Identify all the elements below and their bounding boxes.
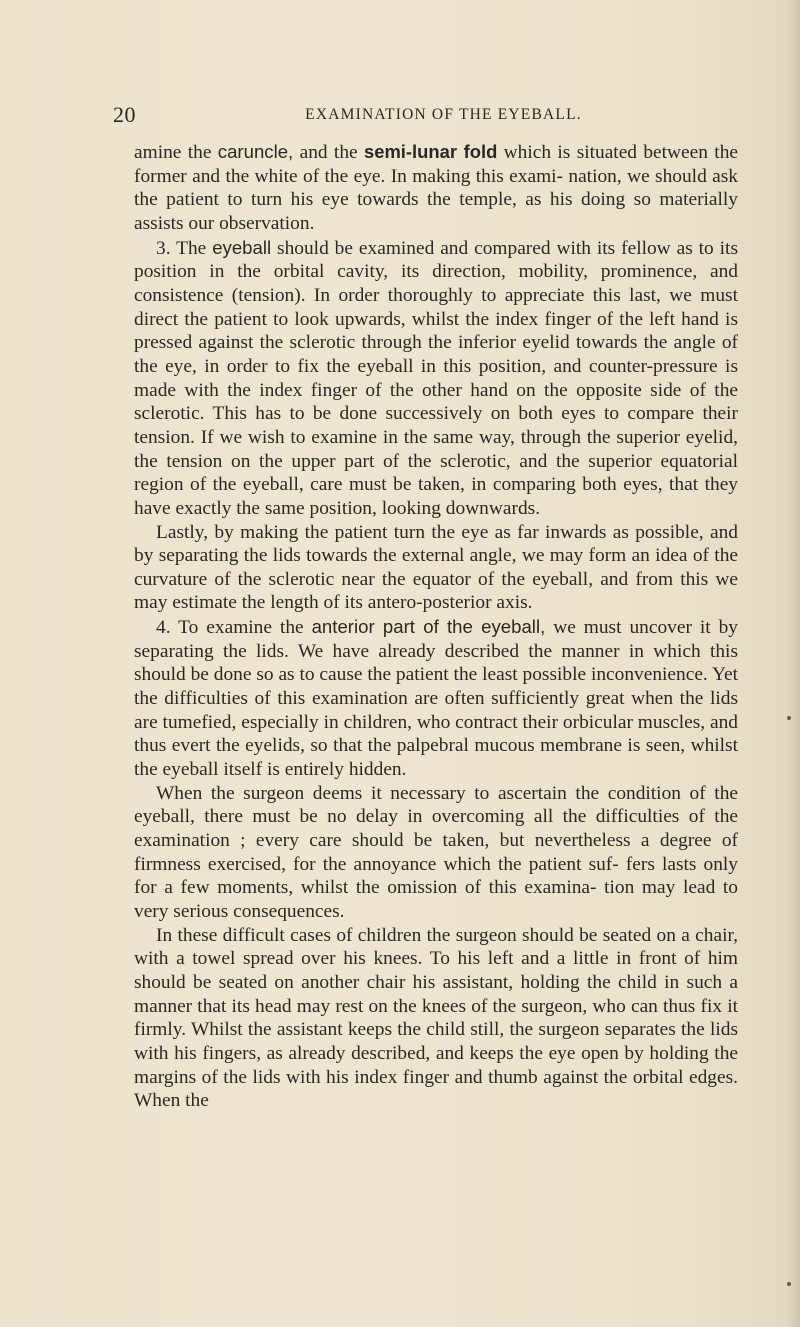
paragraph-p6 <box>134 924 738 1113</box>
paragraph-text: When the surgeon deems it necessary to ascertain the condition of the eyeball, there must be no delay in overcoming all the difficulties of the examination ; every care should be taken, but nevertheless a degree of firmness exercised, for the annoyance which the patient suf- fers lasts only for a few moments, whilst the omission of this examina- tion may lead to very serious consequences. <box>134 782 738 922</box>
paragraph-p4 <box>134 615 738 782</box>
paragraph-text: 3. The <box>156 237 213 259</box>
paragraph-text: we must uncover it by separating the lids. We have already described the manner in which this should be done so as to cause the patient the least possible inconvenience. Yet the difficulties of this examination are often sufficiently great when the lids are tumefied, especially in children, who contract their orbicular muscles, and thus evert the eyelids, so that the palpebral mucous membrane is seen, whilst the eyeball itself is entirely hidden. <box>134 617 738 781</box>
paragraph-p3 <box>134 521 738 616</box>
paragraph-text: In these difficult cases of children the surgeon should be seated on a chair, with a towel spread over his knees. To his left and a little in front of him should be seated on another chair his assistant, holding the child in such a manner that its head may rest on the knees of the surgeon, who can thus fix it firmly. Whilst the assistant keeps the child still, the surgeon separates the lids with his fingers, as already described, and keeps the eye open by holding the margins of the lids with his index finger and thumb against the orbital edges. When the <box>134 924 738 1112</box>
paragraph-p1 <box>134 140 738 236</box>
ink-speck <box>787 1282 791 1286</box>
paragraph-text: and the <box>293 142 364 163</box>
page-edge-shadow <box>786 0 800 1327</box>
paragraph-p2 <box>134 236 738 521</box>
paragraph-text: should be examined and compared with its fellow as to its position in the orbital cavity, its direction, mobility, prominence, and consistence (tension). In order thoroughly to appreciate this last, we must direct the patient to look upwards, whilst the index finger of the left hand is pressed against the sclerotic through the inferior eyelid towards the angle of the eye, in order to fix the eyeball in this position, and counter-pressure is made with the index finger of the other hand on the opposite side of the sclerotic. This has to be done successively on both eyes to compare their tension. If we wish to examine in the same way, through the superior eyelid, the tension on the upper part of the sclerotic, and the superior equatorial region of the eyeball, care must be taken, in comparing both eyes, that they have exactly the same position, looking downwards. <box>134 237 738 519</box>
paragraph-text: amine the <box>134 142 218 163</box>
emphasized-term: semi-lunar fold <box>363 141 498 162</box>
emphasized-term: anterior part of the eyeball, <box>311 616 546 638</box>
ink-speck <box>787 716 791 720</box>
paragraph-p5 <box>134 782 738 924</box>
paragraph-text: which is situated between the former and the white of the eye. In making this exami- nation, we should ask the patient to turn his eye towards the temple, as his doing so materially assists our observation. <box>134 142 738 234</box>
emphasized-term: caruncle, <box>217 141 294 162</box>
emphasized-term: eyeball <box>212 236 272 258</box>
running-head: EXAMINATION OF THE EYEBALL. <box>305 106 582 123</box>
page-number: 20 <box>113 102 136 127</box>
page-header <box>113 102 738 128</box>
paragraph-text: 4. To examine the <box>156 617 312 639</box>
paragraph-text: Lastly, by making the patient turn the eye as far inwards as possible, and by separating the lids towards the external angle, we may form an idea of the curvature of the sclerotic near the equator of the eyeball, and from this we may estimate the length of its antero-posterior axis. <box>134 521 738 614</box>
body-text <box>134 140 738 1113</box>
